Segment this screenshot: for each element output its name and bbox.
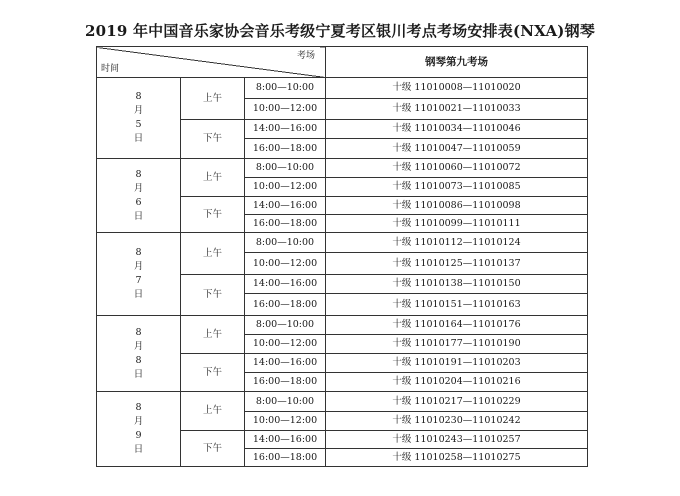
period-cell: 上午 [181,78,245,120]
date-cell [97,316,181,392]
date-part: 9 [135,430,142,441]
venue-name-header: 钢琴第九考场 [326,47,588,78]
time-slot-cell: 10:00—12:00 [245,335,326,354]
page-title: 2019 年中国音乐家协会音乐考级宁夏考区银川考点考场安排表(NXA)钢琴 [84,22,596,40]
date-part: 8 [135,168,142,180]
time-slot-cell: 8:00—10:00 [245,233,326,253]
time-slot-cell: 16:00—18:00 [245,294,326,316]
time-slot-cell: 16:00—18:00 [245,215,326,233]
period-cell: 下午 [181,197,245,233]
time-slot-cell: 14:00—16:00 [245,431,326,449]
date-cell [97,159,181,233]
date-part: 7 [135,275,142,286]
exam-number-range-cell: 十级 11010060—11010072 [326,159,588,178]
date-part: 日 [133,210,144,222]
table-row [97,392,588,412]
date-part: 月 [133,416,144,427]
exam-number-range-cell: 十级 11010125—11010137 [326,253,588,275]
time-slot-cell: 8:00—10:00 [245,392,326,412]
time-slot-cell: 8:00—10:00 [245,78,326,99]
date-part: 月 [133,340,144,352]
exam-number-range-cell: 十级 11010073—11010085 [326,178,588,197]
exam-number-range-cell: 十级 11010177—11010190 [326,335,588,354]
exam-number-range-cell: 十级 11010204—11010216 [326,373,588,392]
header-row [97,47,588,78]
exam-number-range-cell: 十级 11010112—11010124 [326,233,588,253]
venue-axis-label: 考场 [297,51,316,61]
table-row [97,78,588,99]
exam-number-range-cell: 十级 11010230—11010242 [326,412,588,431]
exam-number-range-cell: 十级 11010021—11010033 [326,99,588,120]
exam-number-range-cell: 十级 11010243—11010257 [326,431,588,449]
date-part: 日 [133,368,144,380]
period-cell: 下午 [181,275,245,316]
schedule-table [96,46,588,467]
period-cell: 上午 [181,159,245,197]
exam-number-range-cell: 十级 11010034—11010046 [326,120,588,139]
date-cell [97,233,181,316]
exam-number-range-cell: 十级 11010151—11010163 [326,294,588,316]
time-slot-cell: 16:00—18:00 [245,373,326,392]
exam-number-range-cell: 十级 11010099—11010111 [326,215,588,233]
exam-number-range-cell: 十级 11010217—11010229 [326,392,588,412]
date-part: 日 [133,444,144,455]
diagonal-header-cell [97,47,326,78]
table-row [97,316,588,335]
date-part: 8 [135,402,142,413]
date-cell [97,78,181,159]
period-cell: 下午 [181,120,245,159]
date-part: 6 [135,196,142,208]
time-slot-cell: 14:00—16:00 [245,275,326,294]
date-cell [97,392,181,467]
exam-number-range-cell: 十级 11010258—11010275 [326,449,588,467]
date-part: 日 [133,289,144,300]
table-row [97,159,588,178]
date-part: 月 [133,261,144,272]
time-slot-cell: 10:00—12:00 [245,253,326,275]
period-cell: 上午 [181,392,245,431]
period-cell: 上午 [181,233,245,275]
table-row [97,233,588,253]
period-cell: 上午 [181,316,245,354]
time-slot-cell: 16:00—18:00 [245,449,326,467]
time-slot-cell: 10:00—12:00 [245,178,326,197]
exam-number-range-cell: 十级 11010047—11010059 [326,139,588,159]
date-part: 日 [133,133,144,144]
date-part: 5 [135,119,142,130]
date-part: 月 [133,182,144,194]
time-slot-cell: 8:00—10:00 [245,159,326,178]
period-cell: 下午 [181,431,245,467]
exam-number-range-cell: 十级 11010138—11010150 [326,275,588,294]
time-slot-cell: 10:00—12:00 [245,99,326,120]
time-slot-cell: 16:00—18:00 [245,139,326,159]
schedule-body [97,47,588,467]
date-part: 8 [135,91,142,102]
date-part: 8 [135,326,142,338]
time-slot-cell: 8:00—10:00 [245,316,326,335]
time-slot-cell: 14:00—16:00 [245,197,326,215]
time-slot-cell: 14:00—16:00 [245,120,326,139]
exam-number-range-cell: 十级 11010164—11010176 [326,316,588,335]
exam-number-range-cell: 十级 11010008—11010020 [326,78,588,99]
exam-number-range-cell: 十级 11010086—11010098 [326,197,588,215]
period-cell: 下午 [181,354,245,392]
date-part: 月 [133,105,144,116]
time-axis-label: 时间 [101,64,120,74]
date-part: 8 [135,247,142,258]
time-slot-cell: 14:00—16:00 [245,354,326,373]
exam-number-range-cell: 十级 11010191—11010203 [326,354,588,373]
date-part: 8 [135,354,142,366]
time-slot-cell: 10:00—12:00 [245,412,326,431]
